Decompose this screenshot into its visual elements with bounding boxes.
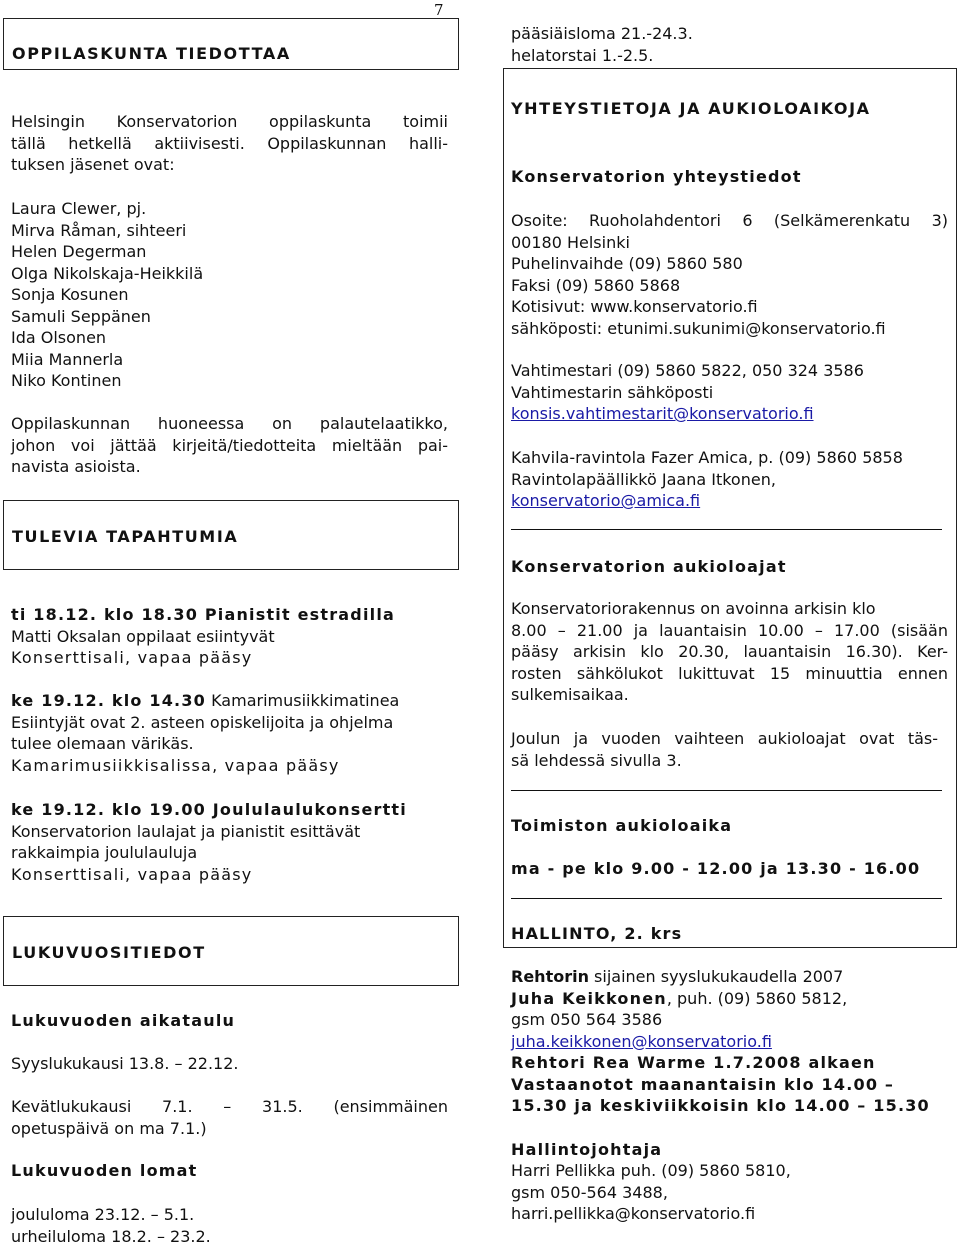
member-item: Samuli Seppänen (11, 306, 203, 328)
contact-heading: Konservatorion yhteystiedot (511, 166, 802, 188)
event-detail: Esiintyjät ovat 2. asteen opiskelijoita ja ohjelma (11, 712, 399, 734)
christmas-paragraph (511, 728, 938, 771)
holiday-list (11, 1204, 211, 1247)
holiday-item: pääsiäisloma 21.-24.3. (511, 23, 693, 45)
rector-name: Juha Keikkonen (511, 989, 667, 1008)
intro-paragraph (11, 111, 448, 176)
holiday-list-continued (511, 23, 693, 66)
address-line: sähköposti: etunimi.sukunimi@konservatorio.fi (511, 318, 948, 340)
office-heading: Toimiston aukioloaika (511, 815, 732, 837)
director-line: harri.pellikka@konservatorio.fi (511, 1203, 791, 1225)
spring-term-line: Kevätlukukausi 7.1. – 31.5. (ensimmäinen (11, 1096, 448, 1118)
hours-paragraph (511, 598, 948, 706)
member-item: Mirva Råman, sihteeri (11, 220, 203, 242)
hours-line: Konservatoriorakennus on avoinna arkisin klo (511, 598, 948, 620)
janitor-email-link[interactable]: konsis.vahtimestarit@konservatorio.fi (511, 403, 864, 425)
new-rector-line: Rehtori Rea Warme 1.7.2008 alkaen (511, 1052, 930, 1074)
section-box-academic-year (3, 916, 459, 986)
rector-email-link[interactable]: juha.keikkonen@konservatorio.fi (511, 1031, 930, 1053)
member-list (11, 198, 203, 392)
director-line: gsm 050-564 3488, (511, 1182, 791, 1204)
event-date: ti 18.12. klo 18.30 (11, 605, 198, 624)
event-item (11, 799, 407, 885)
event-detail: rakkaimpia joululauluja (11, 842, 407, 864)
director-block (511, 1160, 791, 1225)
feedback-paragraph (11, 413, 448, 478)
christmas-line: Joulun ja vuoden vaihteen aukioloajat ovat täs- (511, 728, 938, 750)
cafe-block (511, 447, 903, 512)
member-item: Helen Degerman (11, 241, 203, 263)
event-title: Pianistit estradilla (198, 605, 395, 624)
hours-line: sulkemisaikaa. (511, 684, 948, 706)
schedule-heading: Lukuvuoden aikataulu (11, 1010, 235, 1032)
section-box-oppilaskunta (3, 18, 459, 70)
rector-phone: , puh. (09) 5860 5812, (667, 989, 847, 1008)
admin-heading: HALLINTO, 2. krs (511, 923, 682, 945)
event-detail: Konserttisali, vapaa pääsy (11, 647, 395, 669)
divider (511, 790, 942, 791)
section-title-contacts: YHTEYSTIETOJA JA AUKIOLOAIKOJA (511, 98, 871, 120)
member-item: Laura Clewer, pj. (11, 198, 203, 220)
holidays-heading: Lukuvuoden lomat (11, 1160, 198, 1182)
intro-line: Helsingin Konservatorion oppilaskunta toimii (11, 111, 448, 133)
address-line: Kotisivut: www.konservatorio.fi (511, 296, 948, 318)
hours-heading: Konservatorion aukioloajat (511, 556, 787, 578)
autumn-term: Syyslukukausi 13.8. – 22.12. (11, 1053, 239, 1075)
event-detail: Konserttisali, vapaa pääsy (11, 864, 407, 886)
director-line: Harri Pellikka puh. (09) 5860 5810, (511, 1160, 791, 1182)
cafe-email-link[interactable]: konservatorio@amica.fi (511, 490, 903, 512)
divider (511, 898, 942, 899)
hours-line: 8.00 – 21.00 ja lauantaisin 10.00 – 17.00 (sisään (511, 620, 948, 642)
rector-gsm: gsm 050 564 3586 (511, 1009, 930, 1031)
janitor-block (511, 360, 864, 425)
hours-line: rosten sähkölukot lukittuvat 15 minuuttia ennen (511, 663, 948, 685)
feedback-line: johon voi jättää kirjeitä/tiedotteita mieltään pai- (11, 435, 448, 457)
spring-term-line: opetuspäivä on ma 7.1.) (11, 1118, 448, 1140)
event-title: Kamarimusiikkimatinea (206, 691, 399, 710)
member-item: Ida Olsonen (11, 327, 203, 349)
member-item: Olga Nikolskaja-Heikkilä (11, 263, 203, 285)
holiday-item: helatorstai 1.-2.5. (511, 45, 693, 67)
janitor-line: Vahtimestari (09) 5860 5822, 050 324 3586 (511, 360, 864, 382)
section-title-events: TULEVIA TAPAHTUMIA (12, 526, 238, 548)
janitor-line: Vahtimestarin sähköposti (511, 382, 864, 404)
address-line: Osoite: Ruoholahdentori 6 (Selkämerenkatu 3) (511, 210, 948, 232)
hours-line: pääsy arkisin klo 20.30, lauantaisin 16.30). Ker- (511, 641, 948, 663)
address-line: Puhelinvaihde (09) 5860 580 (511, 253, 948, 275)
rector-label: Rehtorin (511, 967, 589, 986)
event-date: ke 19.12. klo 19.00 (11, 800, 206, 819)
divider (511, 529, 942, 530)
member-item: Sonja Kosunen (11, 284, 203, 306)
page-number: 7 (434, 0, 444, 22)
rector-text: sijainen syyslukukaudella 2007 (589, 967, 843, 986)
event-detail: Konservatorion laulajat ja pianistit esittävät (11, 821, 407, 843)
holiday-item: joululoma 23.12. – 5.1. (11, 1204, 211, 1226)
intro-line: tuksen jäsenet ovat: (11, 154, 448, 176)
section-box-events (3, 500, 459, 570)
feedback-line: Oppilaskunnan huoneessa on palautelaatikko, (11, 413, 448, 435)
intro-line: tällä hetkellä aktiivisesti. Oppilaskunnan halli- (11, 133, 448, 155)
christmas-line: sä lehdessä sivulla 3. (511, 750, 938, 772)
member-item: Niko Kontinen (11, 370, 203, 392)
holiday-item: urheiluloma 18.2. – 23.2. (11, 1226, 211, 1247)
section-title-academic-year: LUKUVUOSITIEDOT (12, 942, 206, 964)
event-detail: tulee olemaan värikäs. (11, 733, 399, 755)
new-rector-line: 15.30 ja keskiviikkoisin klo 14.00 – 15.30 (511, 1095, 930, 1117)
section-title-oppilaskunta: OPPILASKUNTA TIEDOTTAA (12, 43, 291, 65)
event-item (11, 690, 399, 776)
rector-block (511, 966, 930, 1117)
address-line: Faksi (09) 5860 5868 (511, 275, 948, 297)
event-detail: Matti Oksalan oppilaat esiintyvät (11, 626, 395, 648)
member-item: Miia Mannerla (11, 349, 203, 371)
address-block (511, 210, 948, 339)
spring-term (11, 1096, 448, 1139)
event-item (11, 604, 395, 669)
director-heading: Hallintojohtaja (511, 1139, 662, 1161)
feedback-line: navista asioista. (11, 456, 448, 478)
new-rector-line: Vastaanotot maanantaisin klo 14.00 – (511, 1074, 930, 1096)
cafe-line: Kahvila-ravintola Fazer Amica, p. (09) 5860 5858 (511, 447, 903, 469)
event-date: ke 19.12. klo 14.30 (11, 691, 206, 710)
address-line: 00180 Helsinki (511, 232, 948, 254)
office-hours: ma - pe klo 9.00 - 12.00 ja 13.30 - 16.00 (511, 858, 920, 880)
cafe-line: Ravintolapäällikkö Jaana Itkonen, (511, 469, 903, 491)
event-detail: Kamarimusiikkisalissa, vapaa pääsy (11, 755, 399, 777)
event-title: Joululaulukonsertti (206, 800, 407, 819)
